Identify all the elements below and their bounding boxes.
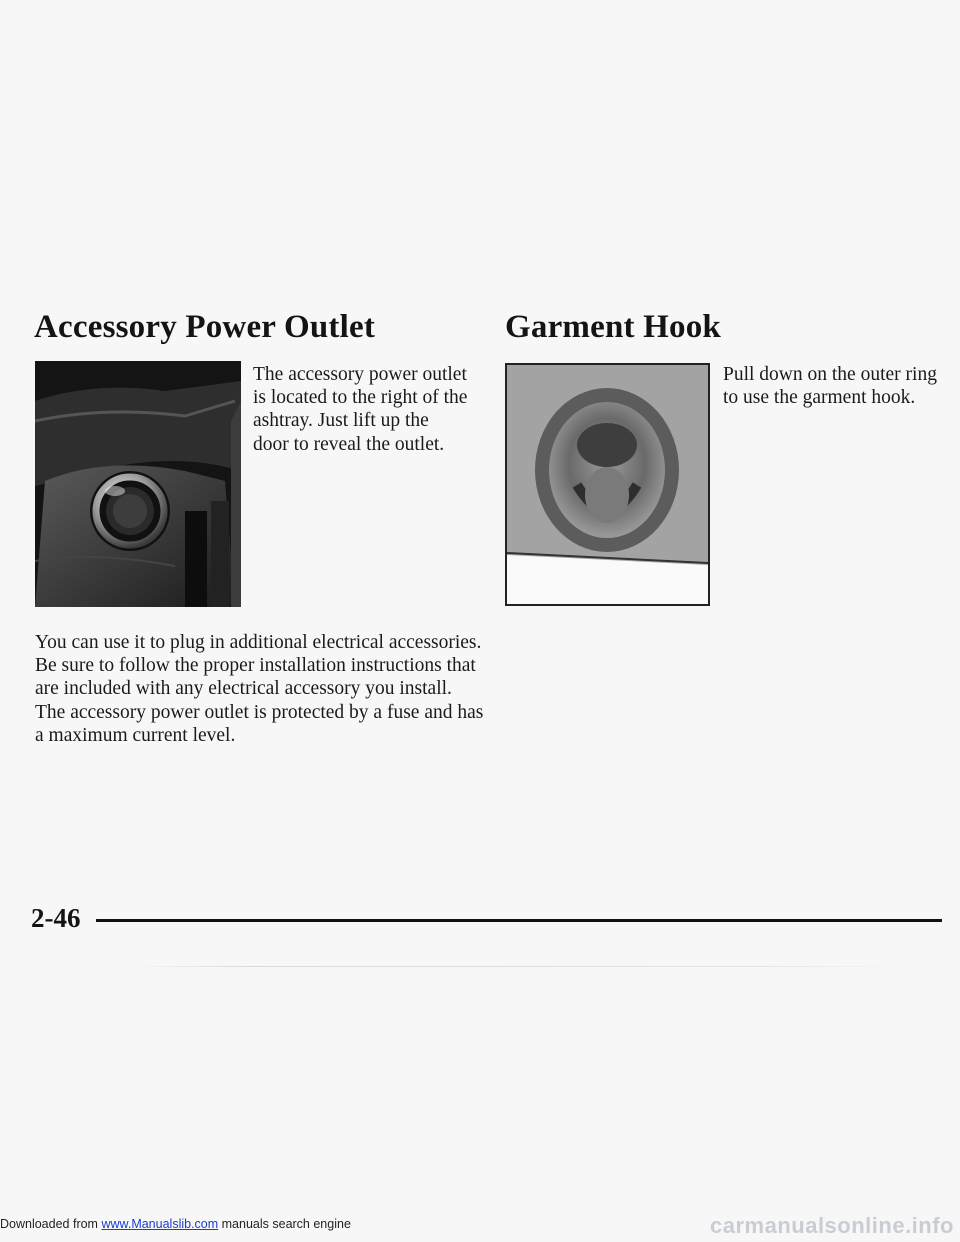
accessory-power-outlet-photo <box>35 361 241 607</box>
power-outlet-illustration <box>35 361 241 607</box>
garment-hook-illustration <box>507 365 708 604</box>
site-watermark: carmanualsonline.info <box>710 1213 954 1238</box>
section-title-accessory-power-outlet: Accessory Power Outlet <box>34 309 376 345</box>
outlet-usage-text: You can use it to plug in additional electrical accessories. Be sure to follow the proper installation instructions that are included with any electrical accessory you install. The accessory power outlet is protected by a fuse and has a maximum current level. <box>35 632 484 746</box>
page-number: 2-46 <box>31 903 81 933</box>
section-title-garment-hook: Garment Hook <box>505 309 721 345</box>
scan-artifact-line <box>130 966 910 967</box>
watermark-suffix: manuals search engine <box>218 1217 351 1231</box>
watermark-prefix: Downloaded from <box>0 1217 102 1231</box>
footer-rule <box>96 919 942 922</box>
outlet-location-text: The accessory power outlet is located to the right of the ashtray. Just lift up the door to reveal the outlet. <box>253 364 468 455</box>
manualslib-link[interactable]: www.Manualslib.com <box>101 1217 219 1231</box>
download-watermark <box>0 1217 351 1231</box>
garment-hook-text: Pull down on the outer ring to use the garment hook. <box>723 364 937 409</box>
garment-hook-photo <box>505 363 710 606</box>
